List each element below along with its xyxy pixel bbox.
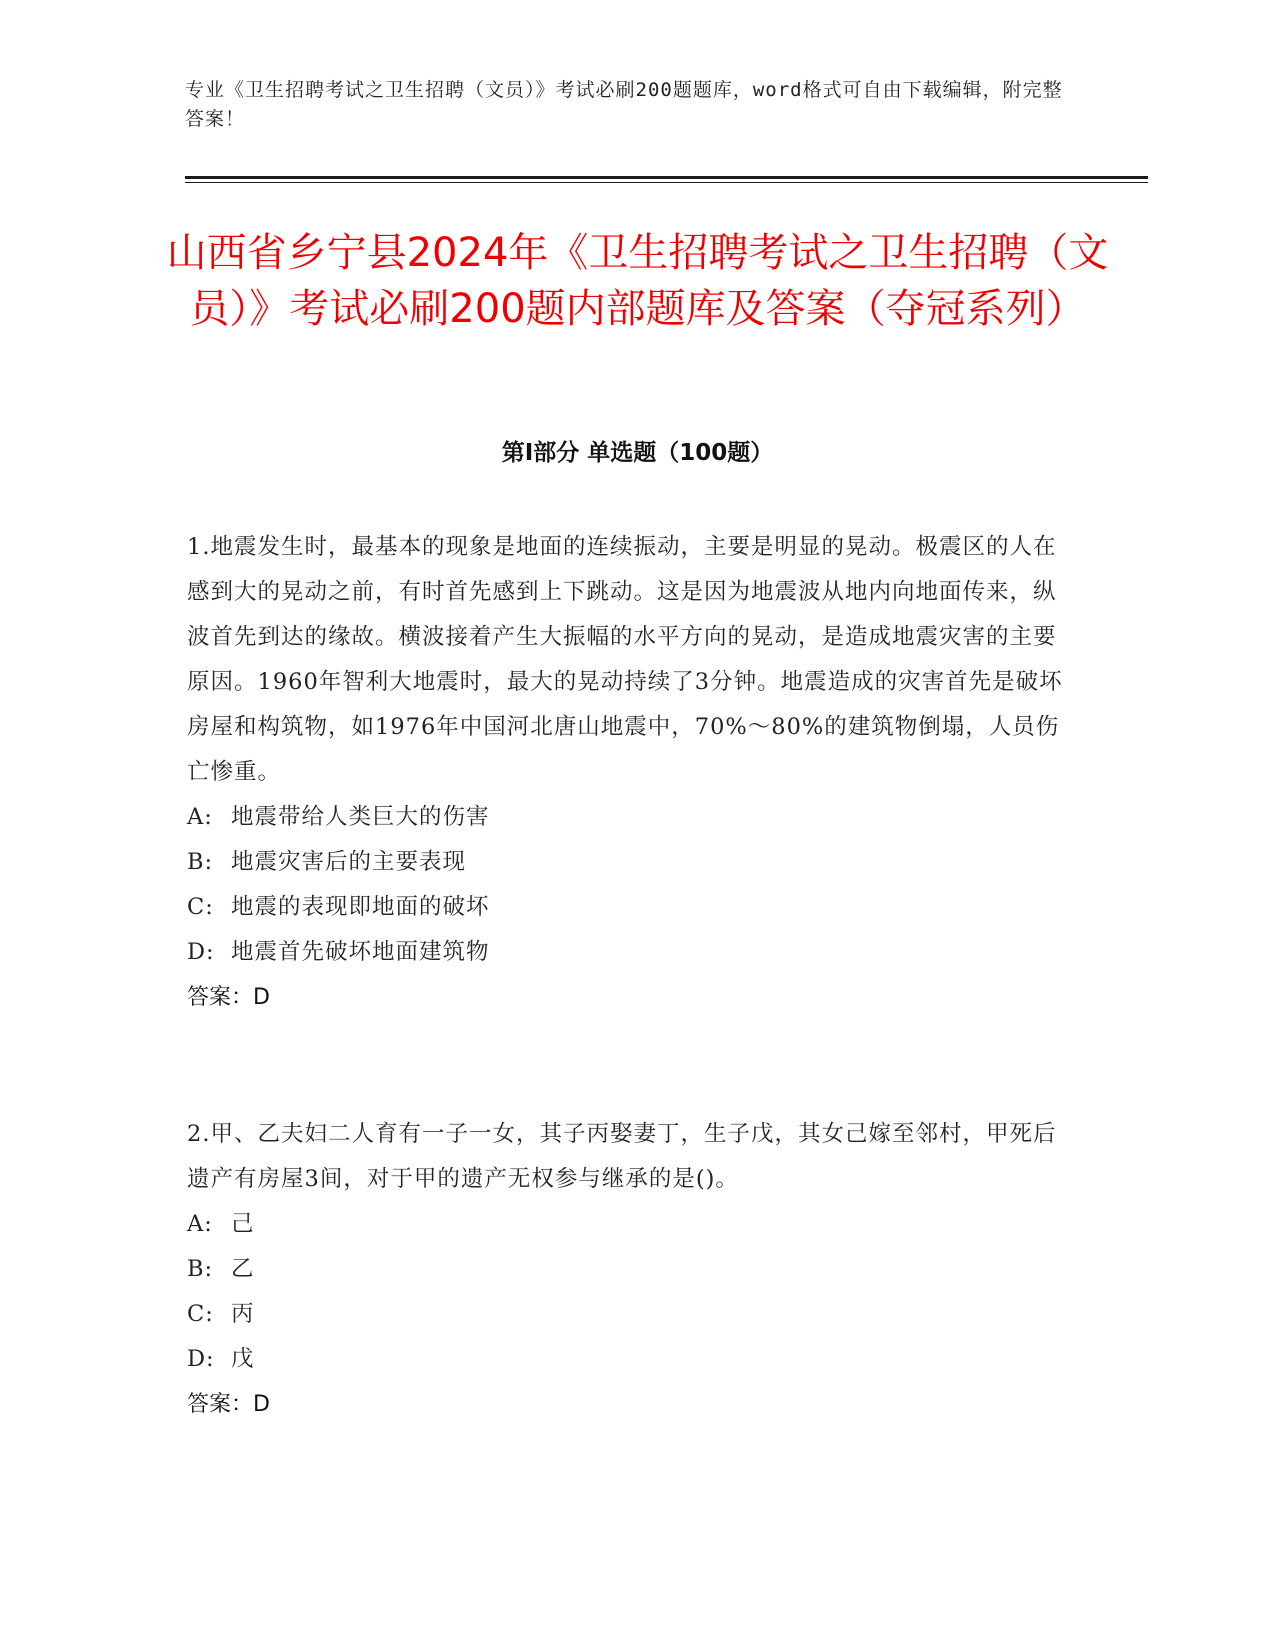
- answer-line: 答案：D: [187, 985, 270, 1010]
- option-letter: D:: [187, 939, 215, 965]
- option-text: 乙: [231, 1256, 255, 1282]
- option-letter: D:: [187, 1346, 215, 1372]
- option-d: [187, 930, 1067, 975]
- option-b: [187, 840, 1067, 885]
- header-divider-thick: [185, 176, 1148, 179]
- option-letter: B:: [187, 1256, 214, 1282]
- option-text: 地震首先破坏地面建筑物: [231, 939, 490, 965]
- option-text: 地震带给人类巨大的伤害: [231, 804, 490, 830]
- option-text: 地震灾害后的主要表现: [231, 849, 467, 875]
- option-letter: C:: [187, 894, 214, 920]
- section-heading: 第Ⅰ部分 单选题（100题）: [501, 440, 774, 466]
- option-letter: A:: [187, 804, 213, 830]
- option-d: [187, 1337, 1067, 1382]
- option-text: 地震的表现即地面的破坏: [231, 894, 490, 920]
- question-1: [187, 525, 1067, 1020]
- option-letter: A:: [187, 1211, 213, 1237]
- option-text: 丙: [231, 1301, 255, 1327]
- option-c: [187, 1292, 1067, 1337]
- option-letter: C:: [187, 1301, 214, 1327]
- option-a: [187, 1202, 1067, 1247]
- option-b: [187, 1247, 1067, 1292]
- option-letter: B:: [187, 849, 214, 875]
- document-title: 山西省乡宁县2024年《卫生招聘考试之卫生招聘（文员）》考试必刷200题内部题库及答案（夺冠系列）: [166, 230, 1109, 332]
- option-list: [187, 795, 1067, 975]
- option-text: 己: [231, 1211, 255, 1237]
- question-stem: 1.地震发生时，最基本的现象是地面的连续振动，主要是明显的晃动。极震区的人在感到大的晃动之前，有时首先感到上下跳动。这是因为地震波从地内向地面传来，纵波首先到达的缘故。横波接着产生大振幅的水平方向的晃动，是造成地震灾害的主要原因。1960年智利大地震时，最大的晃动持续了3分钟。地震造成的灾害首先是破坏房屋和构筑物，如1976年中国河北唐山地震中，70%～80%的建筑物倒塌，人员伤亡惨重。: [187, 534, 1063, 785]
- question-stem: 2.甲、乙夫妇二人育有一子一女，其子丙娶妻丁，生子戊，其女己嫁至邻村，甲死后遗产有房屋3间，对于甲的遗产无权参与继承的是()。: [187, 1121, 1057, 1192]
- header-divider-thin: [185, 182, 1148, 183]
- option-a: [187, 795, 1067, 840]
- header-note: 专业《卫生招聘考试之卫生招聘（文员）》考试必刷200题题库，word格式可自由下载编辑，附完整答案！: [185, 79, 1063, 130]
- question-2: [187, 1112, 1067, 1427]
- answer-line: 答案：D: [187, 1392, 270, 1417]
- option-text: 戊: [231, 1346, 255, 1372]
- option-list: [187, 1202, 1067, 1382]
- option-c: [187, 885, 1067, 930]
